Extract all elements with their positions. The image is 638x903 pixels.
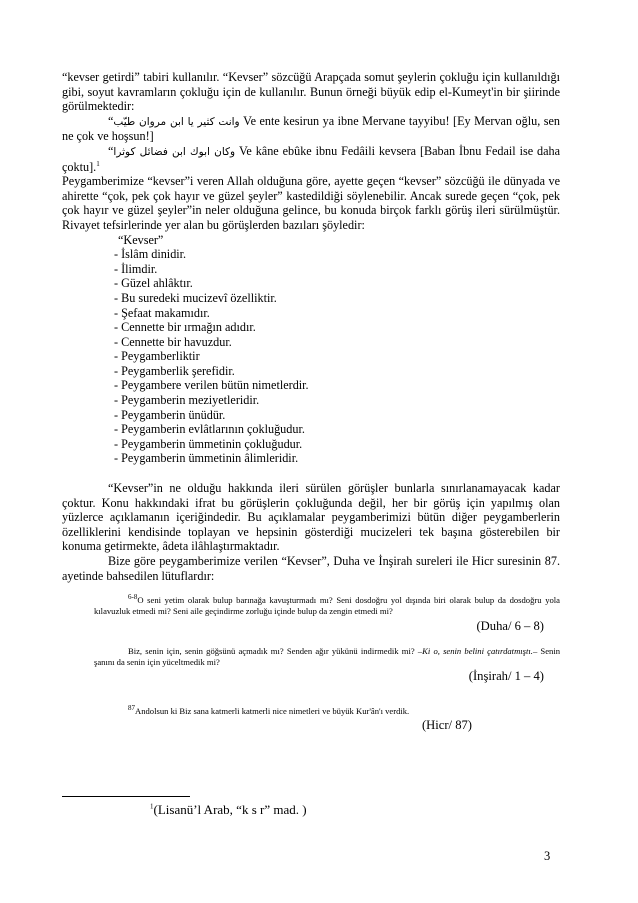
page-number: 3 [544, 849, 551, 863]
spacer [62, 634, 560, 646]
list-item: - Şefaat makamıdır. [114, 305, 210, 320]
paragraph-commentary: “Kevser”in ne olduğu hakkında ileri sürülen görüşler bunlarla sınırlanamayacak kadar çoktur. Konu hakkındaki ifrat bu görüşlerin çokluğunda değil, her bir görüş için yapılmış olan yüzlerce açıklamanın içeriğindedir. Bu açıklamalar peygamberimizi bütün diğer peygamberlerin özelliklerini kendisinde toplayan ve hepsinin gösterdiği mucizeleri tek başına gösterebilen bir konuma getirmekte, âdeta ilâhlaştırmaktadır. [62, 481, 560, 554]
spacer [62, 466, 560, 481]
paragraph-intro: “kevser getirdi” tabiri kullanılır. “Kevser” sözcüğü Arapçada somut şeylerin çokluğu için kullanıldığı gibi, soyut kavramların çokluğu için de kullanılır. Bunun örneği büyük edip el-Kumeyt'in bir şiirinde görülmektedir: [62, 70, 560, 114]
reference-hicr: (Hicr/ 87) [421, 718, 472, 733]
verse-2-transliteration: Ve kâne ebûke ibnu Fedâili kevsera [Baban İbnu Fedail ise daha çoktu]. [62, 143, 560, 174]
verse-number: 87 [128, 704, 135, 713]
quote-insirah: Biz, senin için, senin göğsünü açmadık mı? Senden ağır yükünü indirmedik mi? –Ki o, senin belini çatırdatmıştı.– Senin şanını da senin için yüceltmedik mi? [94, 645, 560, 667]
list-item: - Cennette bir ırmağın adıdır. [114, 320, 256, 335]
reference-duha: (Duha/ 6 – 8) [476, 618, 544, 633]
footnote-reference: 1 [96, 159, 100, 168]
list-item: - İlimdir. [114, 261, 158, 276]
list-item: - Peygamberlik şerefidir. [114, 363, 235, 378]
spacer [62, 684, 560, 706]
verse-1-transliteration: Ve ente kesirun ya ibne Mervane tayyibu! [Ey Mervan oğlu, sen ne çok ve hoşsun!] [62, 113, 560, 144]
list-item: - Peygamberliktir [114, 349, 200, 364]
quote-hicr-text: Andolsun ki Biz sana katmerli katmerli nice nimetleri ve büyük Kur'ân'ı verdik. [135, 706, 410, 716]
arabic-verse-2: وكان ابوك ابن فضائل كوثرا [113, 145, 236, 158]
footnote-text: (Lisanü’l Arab, “k s r” mad. ) [153, 802, 307, 817]
verse-number: 6-8 [128, 593, 138, 602]
list-item: - Güzel ahlâktır. [114, 276, 193, 291]
list-item: - Peygamberin ümmetinin âlimleridir. [114, 451, 299, 466]
verse-line-2: “وكان ابوك ابن فضائل كوثرا Ve kâne ebûke ibnu Fedâili kevsera [Baban İbnu Fedail ise daha çoktu].$^1$ [62, 143, 560, 174]
footnote-number: 1 [150, 802, 154, 811]
quote-duha [62, 595, 560, 617]
document-page [62, 70, 560, 733]
quote-duha-text: O seni yetim olarak bulup barınağa kavuşturmadı mı? Seni dosdoğru yol dışında biri olarak bulup da dosdoğru yola kılavuzluk etmedi mi? Seni aile geçindirme zorluğu içinde bulup da zengin etmedi mi? [94, 595, 560, 617]
paragraph-kevser-meaning: Peygamberimize “kevser”i veren Allah olduğuna göre, ayette geçen “kevser” sözcüğü ile dünyada ve ahirette “çok, pek çok hayır ve güzel şeyler” kastedildiği söylenebilir. Ancak surede geçen “çok, pek çok hayır ve güzel şeyler”in neler olduğuna gelince, bu konuda birçok farklı görüş ileri sürülmüştür. Rivayet tefsirlerinde yer alan bu görüşlerden bazıları şöyledir: [62, 174, 560, 232]
list-item: - Peygamberin evlâtlarının çokluğudur. [114, 422, 305, 437]
quote-hicr [62, 706, 560, 717]
verse-line-1: “وانت كثير يا ابن مروان طيّب Ve ente kesirun ya ibne Mervane tayyibu! [Ey Mervan oğlu, sen ne çok ve hoşsun!] [62, 113, 560, 144]
footnote [150, 802, 307, 818]
list-title: “Kevser” [118, 232, 164, 247]
list-item: - Peygambere verilen bütün nimetlerdir. [114, 378, 309, 393]
list-item: - Peygamberin ümmetinin çokluğudur. [114, 436, 303, 451]
kevser-meanings-list [62, 247, 560, 466]
footnote-separator [62, 796, 190, 797]
list-item: - İslâm dinidir. [114, 247, 187, 262]
paragraph-author-view: Bize göre peygamberimize verilen “Kevser”, Duha ve İnşirah sureleri ile Hicr suresinin 87. ayetinde bahsedilen lütuflardır: [62, 554, 560, 583]
arabic-verse-1: وانت كثير يا ابن مروان طيّب [113, 115, 240, 128]
list-item: - Peygamberin ünüdür. [114, 407, 226, 422]
reference-insirah: (İnşirah/ 1 – 4) [468, 669, 544, 683]
list-item: - Peygamberin meziyetleridir. [114, 393, 260, 408]
list-item: - Bu suredeki mucizevî özelliktir. [114, 290, 277, 305]
list-item: - Cennette bir havuzdur. [114, 334, 232, 349]
